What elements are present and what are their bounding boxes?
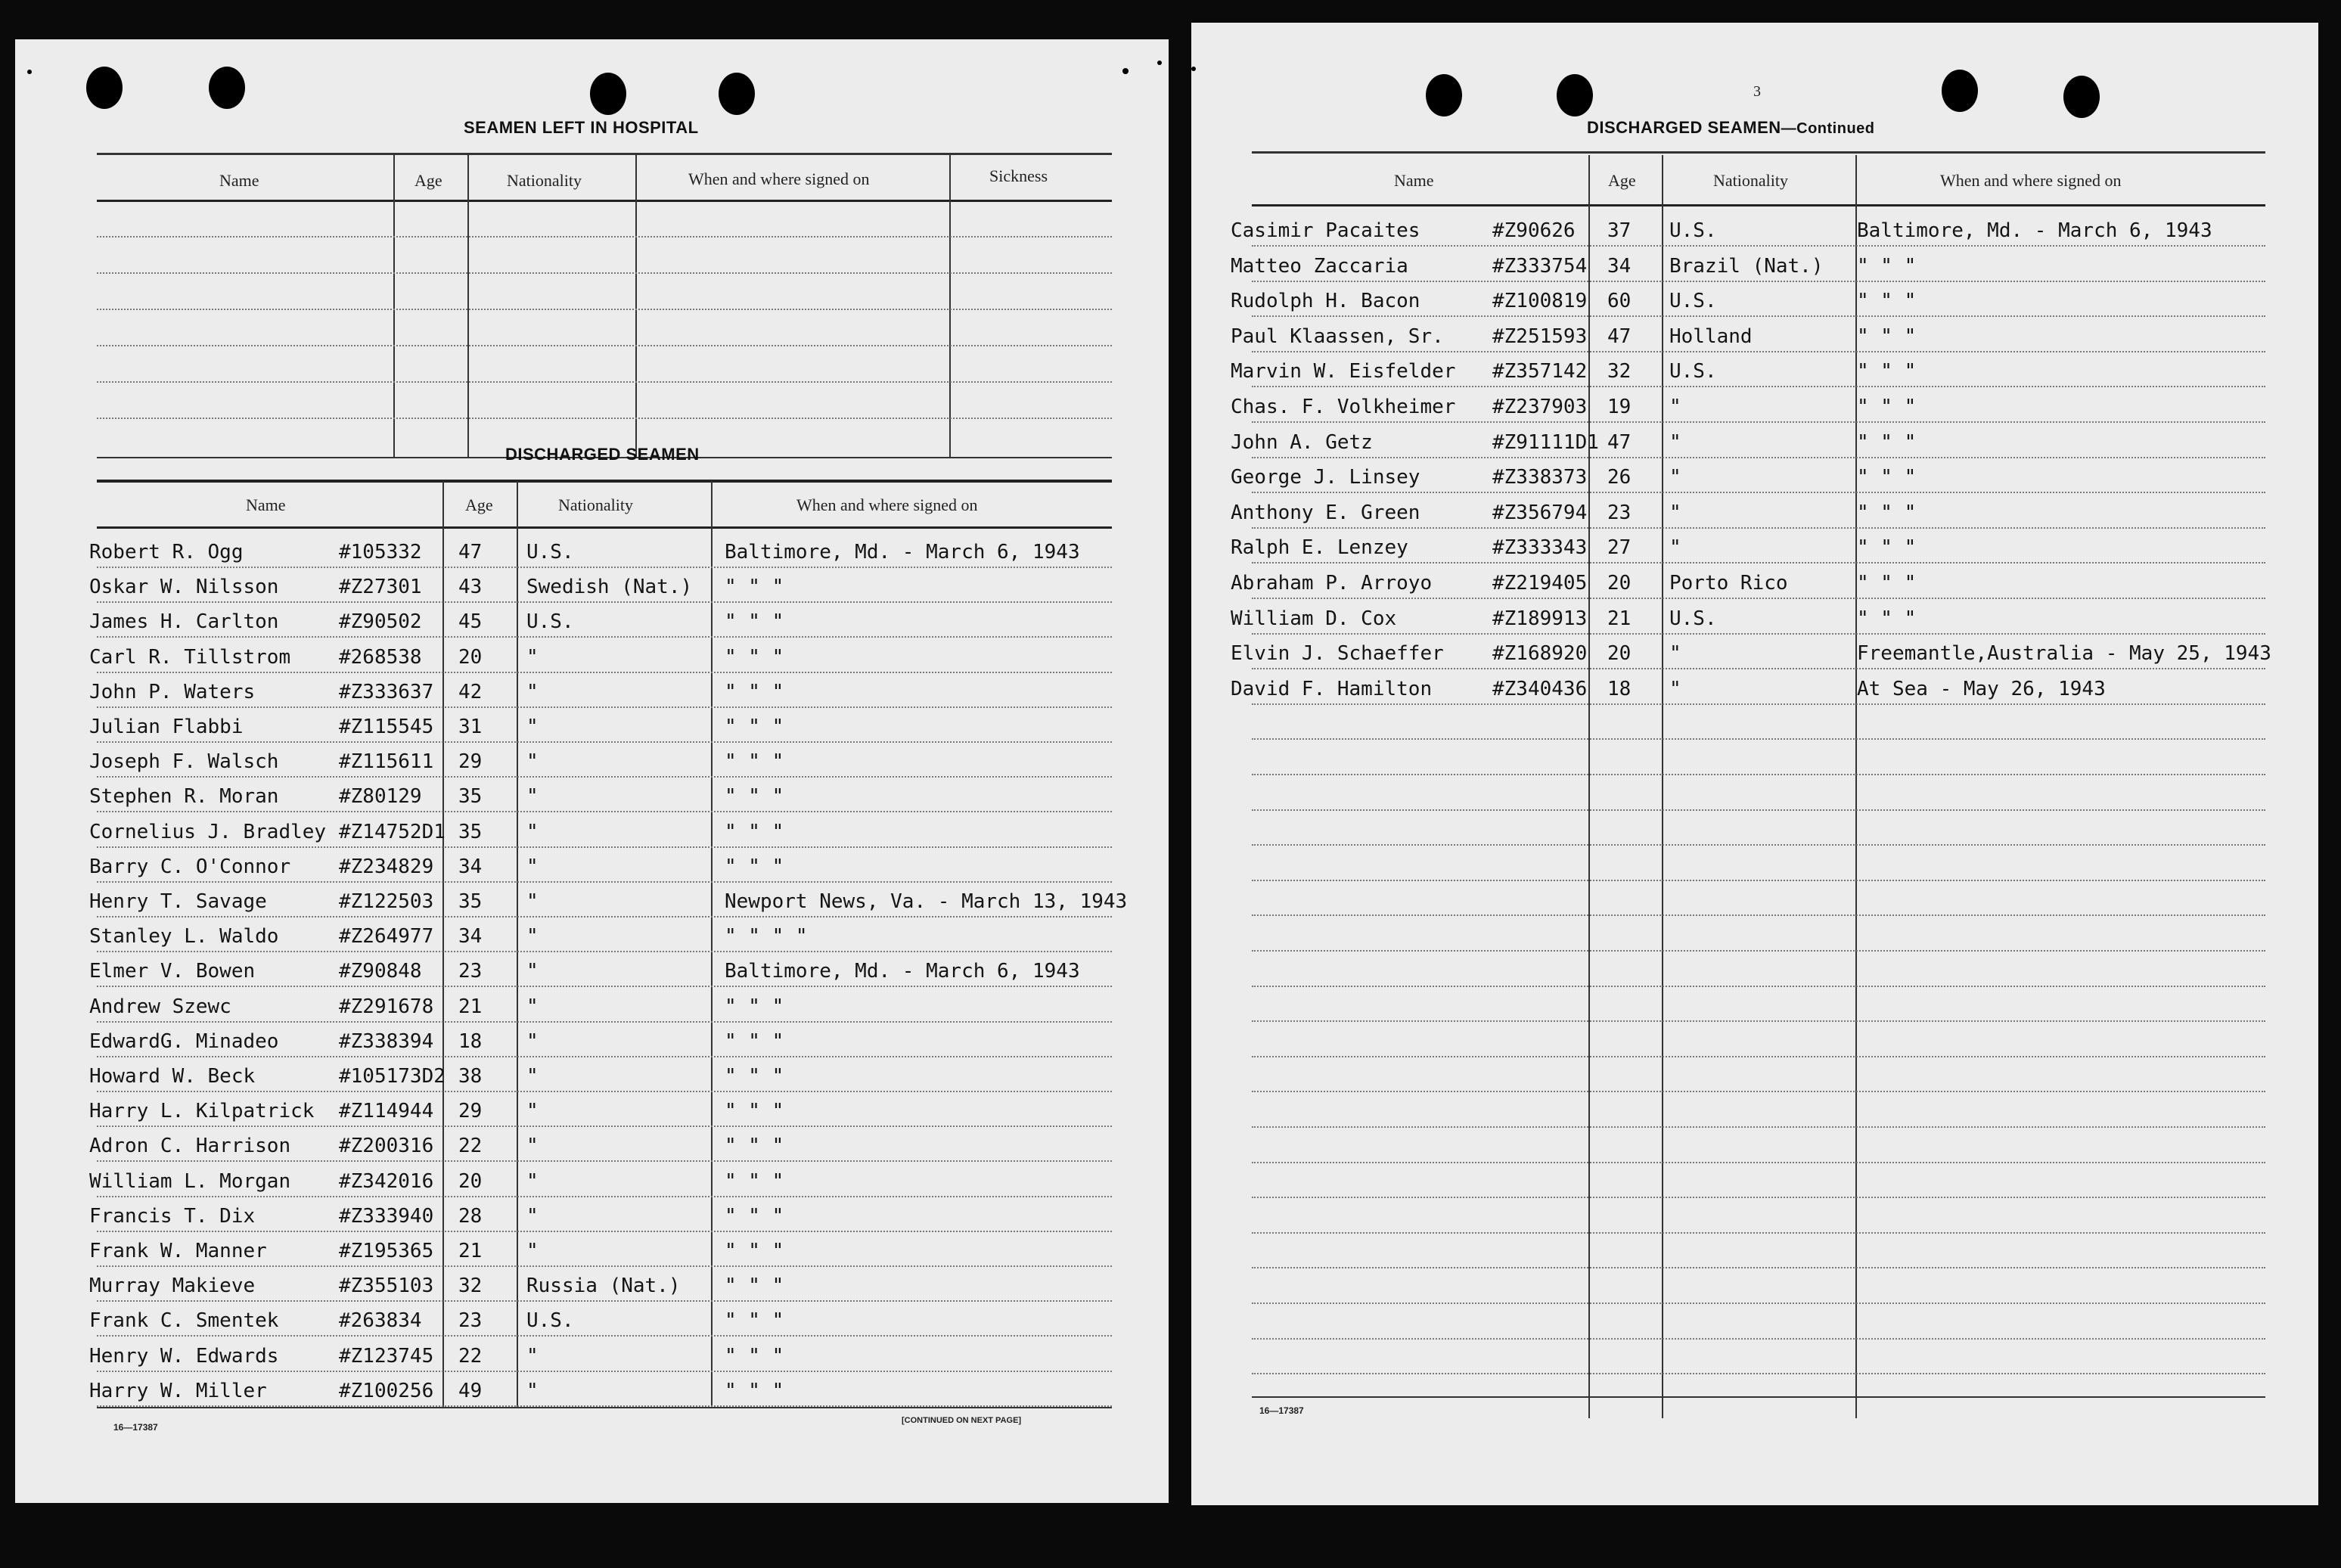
cont-header-name: Name — [1394, 171, 1434, 190]
hospital-header-age: Age — [414, 171, 442, 190]
seaman-name: Elmer V. Bowen — [89, 960, 256, 983]
seaman-number: #Z122503 — [339, 890, 434, 913]
seaman-age: 34 — [1607, 255, 1632, 278]
seaman-number: #Z333940 — [339, 1205, 434, 1228]
seaman-nationality: U.S. — [1669, 360, 1717, 383]
seaman-name: Ralph E. Lenzey — [1231, 536, 1408, 559]
seaman-number: #Z333343 — [1492, 536, 1588, 559]
binder-hole — [1942, 70, 1978, 112]
seaman-name: Matteo Zaccaria — [1231, 255, 1408, 278]
seaman-nationality: U.S. — [526, 1309, 574, 1332]
hospital-header-sickness: Sickness — [989, 166, 1048, 185]
signed-on: " " " — [1857, 255, 1917, 278]
seaman-name: Murray Makieve — [89, 1275, 256, 1297]
seaman-age: 22 — [458, 1345, 483, 1368]
seaman-age: 32 — [458, 1275, 483, 1297]
binder-hole — [1426, 74, 1462, 116]
seaman-number: #Z340436 — [1492, 678, 1588, 700]
seaman-age: 29 — [458, 750, 483, 773]
seaman-nationality: " — [1669, 396, 1681, 418]
seaman-nationality: " — [1669, 501, 1681, 524]
seaman-age: 18 — [458, 1030, 483, 1053]
seaman-name: Frank W. Manner — [89, 1240, 267, 1262]
seaman-nationality: " — [526, 821, 539, 843]
seaman-age: 31 — [458, 716, 483, 738]
signed-on: " " " — [1857, 607, 1917, 630]
signed-on: " " " — [725, 1030, 784, 1053]
seaman-nationality: " — [526, 750, 539, 773]
signed-on: " " " — [725, 681, 784, 703]
seaman-nationality: U.S. — [1669, 290, 1717, 312]
seaman-nationality: " — [526, 1030, 539, 1053]
signed-on: " " " — [1857, 572, 1917, 595]
seaman-age: 20 — [1607, 572, 1632, 595]
seaman-number: #Z90502 — [339, 610, 422, 633]
seaman-name: Henry T. Savage — [89, 890, 267, 913]
seaman-number: #Z100256 — [339, 1380, 434, 1402]
seaman-number: #Z100819 — [1492, 290, 1588, 312]
right-page — [1191, 23, 2318, 1505]
discharged-header-age: Age — [465, 495, 493, 514]
seaman-nationality: U.S. — [526, 610, 574, 633]
signed-on: " " " — [725, 1065, 784, 1088]
seaman-name: James H. Carlton — [89, 610, 279, 633]
seaman-number: #Z114944 — [339, 1100, 434, 1122]
seaman-age: 27 — [1607, 536, 1632, 559]
seaman-name: Robert R. Ogg — [89, 541, 244, 564]
seaman-number: #Z264977 — [339, 925, 434, 948]
seaman-number: #Z168920 — [1492, 642, 1588, 665]
seaman-name: Cornelius J. Bradley — [89, 821, 327, 843]
seaman-name: Rudolph H. Bacon — [1231, 290, 1420, 312]
page-number: 3 — [1753, 83, 1761, 100]
seaman-nationality: " — [526, 1380, 539, 1402]
seaman-number: #Z219405 — [1492, 572, 1588, 595]
seaman-nationality: Brazil (Nat.) — [1669, 255, 1824, 278]
seaman-age: 22 — [458, 1135, 483, 1157]
signed-on: " " " — [1857, 431, 1917, 454]
seaman-age: 34 — [458, 855, 483, 878]
signed-on: " " " " — [725, 925, 808, 948]
seaman-age: 32 — [1607, 360, 1632, 383]
seaman-age: 20 — [1607, 642, 1632, 665]
seaman-number: #Z195365 — [339, 1240, 434, 1262]
scan-speck — [1122, 68, 1129, 74]
seaman-number: #Z115611 — [339, 750, 434, 773]
seaman-name: William D. Cox — [1231, 607, 1397, 630]
signed-on: " " " — [1857, 325, 1917, 348]
seaman-age: 47 — [1607, 431, 1632, 454]
seaman-age: 20 — [458, 1170, 483, 1193]
signed-on: " " " — [725, 1135, 784, 1157]
seaman-nationality: " — [526, 646, 539, 669]
seaman-number: #Z357142 — [1492, 360, 1588, 383]
signed-on: Baltimore, Md. - March 6, 1943 — [1857, 219, 2212, 242]
signed-on: Baltimore, Md. - March 6, 1943 — [725, 541, 1080, 564]
seaman-number: #Z90626 — [1492, 219, 1576, 242]
binder-hole — [2063, 76, 2100, 118]
seaman-nationality: " — [526, 1240, 539, 1262]
seaman-name: Joseph F. Walsch — [89, 750, 279, 773]
seaman-number: #Z355103 — [339, 1275, 434, 1297]
discharged-title: DISCHARGED SEAMEN — [505, 445, 700, 464]
seaman-age: 37 — [1607, 219, 1632, 242]
seaman-name: Barry C. O'Connor — [89, 855, 291, 878]
seaman-nationality: " — [526, 1100, 539, 1122]
signed-on: " " " — [725, 855, 784, 878]
seaman-age: 47 — [458, 541, 483, 564]
seaman-age: 35 — [458, 890, 483, 913]
scan-speck — [27, 70, 32, 74]
seaman-age: 21 — [458, 995, 483, 1018]
signed-on: " " " — [725, 821, 784, 843]
seaman-age: 19 — [1607, 396, 1632, 418]
seaman-nationality: Swedish (Nat.) — [526, 576, 693, 598]
seaman-age: 43 — [458, 576, 483, 598]
seaman-age: 28 — [458, 1205, 483, 1228]
seaman-name: Frank C. Smentek — [89, 1309, 279, 1332]
seaman-number: #Z291678 — [339, 995, 434, 1018]
seaman-name: Elvin J. Schaeffer — [1231, 642, 1444, 665]
signed-on: " " " — [725, 1205, 784, 1228]
seaman-nationality: " — [1669, 431, 1681, 454]
seaman-age: 23 — [458, 960, 483, 983]
cont-header-nationality: Nationality — [1713, 171, 1788, 190]
seaman-number: #Z237903 — [1492, 396, 1588, 418]
seaman-name: Chas. F. Volkheimer — [1231, 396, 1456, 418]
seaman-number: #268538 — [339, 646, 422, 669]
signed-on: " " " — [1857, 360, 1917, 383]
seaman-name: Andrew Szewc — [89, 995, 231, 1018]
seaman-nationality: " — [526, 1135, 539, 1157]
seaman-name: Paul Klaassen, Sr. — [1231, 325, 1444, 348]
signed-on: At Sea - May 26, 1943 — [1857, 678, 2106, 700]
seaman-nationality: " — [1669, 678, 1681, 700]
seaman-name: Howard W. Beck — [89, 1065, 256, 1088]
signed-on: " " " — [725, 610, 784, 633]
seaman-nationality: U.S. — [1669, 607, 1717, 630]
seaman-age: 18 — [1607, 678, 1632, 700]
binder-hole — [590, 73, 626, 115]
seaman-name: Stanley L. Waldo — [89, 925, 279, 948]
scan-speck — [1157, 61, 1162, 65]
signed-on: " " " — [725, 1275, 784, 1297]
seaman-number: #Z80129 — [339, 785, 422, 808]
seaman-number: #Z14752D1 — [339, 821, 446, 843]
seaman-nationality: U.S. — [1669, 219, 1717, 242]
seaman-name: Casimir Pacaites — [1231, 219, 1420, 242]
signed-on: " " " — [725, 1345, 784, 1368]
seaman-name: George J. Linsey — [1231, 466, 1420, 489]
signed-on: " " " — [725, 1100, 784, 1122]
seaman-name: Francis T. Dix — [89, 1205, 256, 1228]
seaman-name: John P. Waters — [89, 681, 256, 703]
signed-on: " " " — [725, 646, 784, 669]
seaman-nationality: " — [526, 785, 539, 808]
seaman-name: Stephen R. Moran — [89, 785, 279, 808]
signed-on: " " " — [1857, 501, 1917, 524]
seaman-nationality: " — [526, 1170, 539, 1193]
signed-on: " " " — [725, 785, 784, 808]
seaman-name: Julian Flabbi — [89, 716, 244, 738]
seaman-name: Abraham P. Arroyo — [1231, 572, 1433, 595]
title-suffix: —Continued — [1781, 120, 1875, 137]
seaman-name: Oskar W. Nilsson — [89, 576, 279, 598]
seaman-number: #Z115545 — [339, 716, 434, 738]
seaman-age: 60 — [1607, 290, 1632, 312]
seaman-nationality: " — [526, 1065, 539, 1088]
signed-on: " " " — [725, 716, 784, 738]
seaman-number: #Z333754 — [1492, 255, 1588, 278]
form-number: 16—17387 — [113, 1422, 158, 1433]
seaman-age: 35 — [458, 785, 483, 808]
seaman-nationality: " — [526, 716, 539, 738]
discharged-cont-title — [1587, 118, 1875, 138]
binder-hole — [86, 67, 123, 109]
seaman-name: Harry L. Kilpatrick — [89, 1100, 315, 1122]
seaman-number: #Z251593 — [1492, 325, 1588, 348]
seaman-nationality: " — [1669, 536, 1681, 559]
seaman-name: Adron C. Harrison — [89, 1135, 291, 1157]
seaman-age: 38 — [458, 1065, 483, 1088]
seaman-name: EdwardG. Minadeo — [89, 1030, 279, 1053]
seaman-age: 21 — [458, 1240, 483, 1262]
seaman-number: #Z342016 — [339, 1170, 434, 1193]
cont-header-signed: When and where signed on — [1940, 171, 2122, 190]
seaman-nationality: " — [526, 1205, 539, 1228]
seaman-nationality: Holland — [1669, 325, 1753, 348]
signed-on: " " " — [725, 1309, 784, 1332]
seaman-name: Anthony E. Green — [1231, 501, 1420, 524]
seaman-age: 34 — [458, 925, 483, 948]
seaman-age: 23 — [1607, 501, 1632, 524]
seaman-nationality: " — [526, 681, 539, 703]
seaman-number: #Z338373 — [1492, 466, 1588, 489]
binder-hole — [719, 73, 755, 115]
signed-on: " " " — [725, 750, 784, 773]
seaman-nationality: " — [1669, 642, 1681, 665]
seaman-number: #105332 — [339, 541, 422, 564]
hospital-header-name: Name — [219, 171, 259, 190]
left-page — [15, 39, 1169, 1503]
seaman-age: 45 — [458, 610, 483, 633]
seaman-number: #Z123745 — [339, 1345, 434, 1368]
signed-on: " " " — [1857, 396, 1917, 418]
seaman-age: 26 — [1607, 466, 1632, 489]
binder-hole — [209, 67, 245, 109]
seaman-nationality: " — [526, 925, 539, 948]
seaman-name: Harry W. Miller — [89, 1380, 267, 1402]
seaman-number: #Z333637 — [339, 681, 434, 703]
seaman-nationality: " — [526, 960, 539, 983]
seaman-nationality: " — [526, 995, 539, 1018]
seaman-nationality: Russia (Nat.) — [526, 1275, 681, 1297]
seaman-name: Carl R. Tillstrom — [89, 646, 291, 669]
seaman-nationality: " — [526, 890, 539, 913]
signed-on: " " " — [725, 576, 784, 598]
signed-on: " " " — [725, 1380, 784, 1402]
seaman-number: #Z91111D1 — [1492, 431, 1599, 454]
title-main: DISCHARGED SEAMEN — [1587, 118, 1781, 137]
seaman-age: 35 — [458, 821, 483, 843]
seaman-age: 42 — [458, 681, 483, 703]
seaman-name: Marvin W. Eisfelder — [1231, 360, 1456, 383]
seaman-number: #105173D2 — [339, 1065, 446, 1088]
seaman-age: 47 — [1607, 325, 1632, 348]
seaman-age: 21 — [1607, 607, 1632, 630]
discharged-header-nationality: Nationality — [558, 495, 633, 514]
seaman-number: #263834 — [339, 1309, 422, 1332]
cont-header-age: Age — [1608, 171, 1636, 190]
hospital-header-signed: When and where signed on — [688, 169, 870, 188]
form-number: 16—17387 — [1259, 1405, 1304, 1416]
seaman-number: #Z90848 — [339, 960, 422, 983]
seaman-number: #Z234829 — [339, 855, 434, 878]
seaman-nationality: " — [526, 855, 539, 878]
signed-on: Newport News, Va. - March 13, 1943 — [725, 890, 1128, 913]
signed-on: " " " — [725, 1240, 784, 1262]
seaman-number: #Z356794 — [1492, 501, 1588, 524]
signed-on: " " " — [725, 995, 784, 1018]
signed-on: " " " — [725, 1170, 784, 1193]
hospital-header-nationality: Nationality — [507, 171, 582, 190]
signed-on: Baltimore, Md. - March 6, 1943 — [725, 960, 1080, 983]
seaman-name: David F. Hamilton — [1231, 678, 1433, 700]
signed-on: " " " — [1857, 466, 1917, 489]
seaman-age: 29 — [458, 1100, 483, 1122]
seaman-name: Henry W. Edwards — [89, 1345, 279, 1368]
seaman-number: #Z27301 — [339, 576, 422, 598]
seaman-name: William L. Morgan — [89, 1170, 291, 1193]
seaman-name: John A. Getz — [1231, 431, 1373, 454]
seaman-age: 23 — [458, 1309, 483, 1332]
continued-note: [CONTINUED ON NEXT PAGE] — [902, 1416, 1022, 1425]
hospital-title: SEAMEN LEFT IN HOSPITAL — [464, 118, 699, 137]
seaman-number: #Z338394 — [339, 1030, 434, 1053]
signed-on: " " " — [1857, 536, 1917, 559]
seaman-nationality: " — [1669, 466, 1681, 489]
discharged-header-signed: When and where signed on — [796, 495, 978, 514]
seaman-age: 49 — [458, 1380, 483, 1402]
seaman-age: 20 — [458, 646, 483, 669]
signed-on: " " " — [1857, 290, 1917, 312]
discharged-header-name: Name — [246, 495, 286, 514]
scan-speck — [1191, 67, 1196, 71]
seaman-nationality: " — [526, 1345, 539, 1368]
seaman-number: #Z189913 — [1492, 607, 1588, 630]
binder-hole — [1557, 74, 1593, 116]
seaman-number: #Z200316 — [339, 1135, 434, 1157]
seaman-nationality: U.S. — [526, 541, 574, 564]
signed-on: Freemantle,Australia - May 25, 1943 — [1857, 642, 2271, 665]
seaman-nationality: Porto Rico — [1669, 572, 1788, 595]
